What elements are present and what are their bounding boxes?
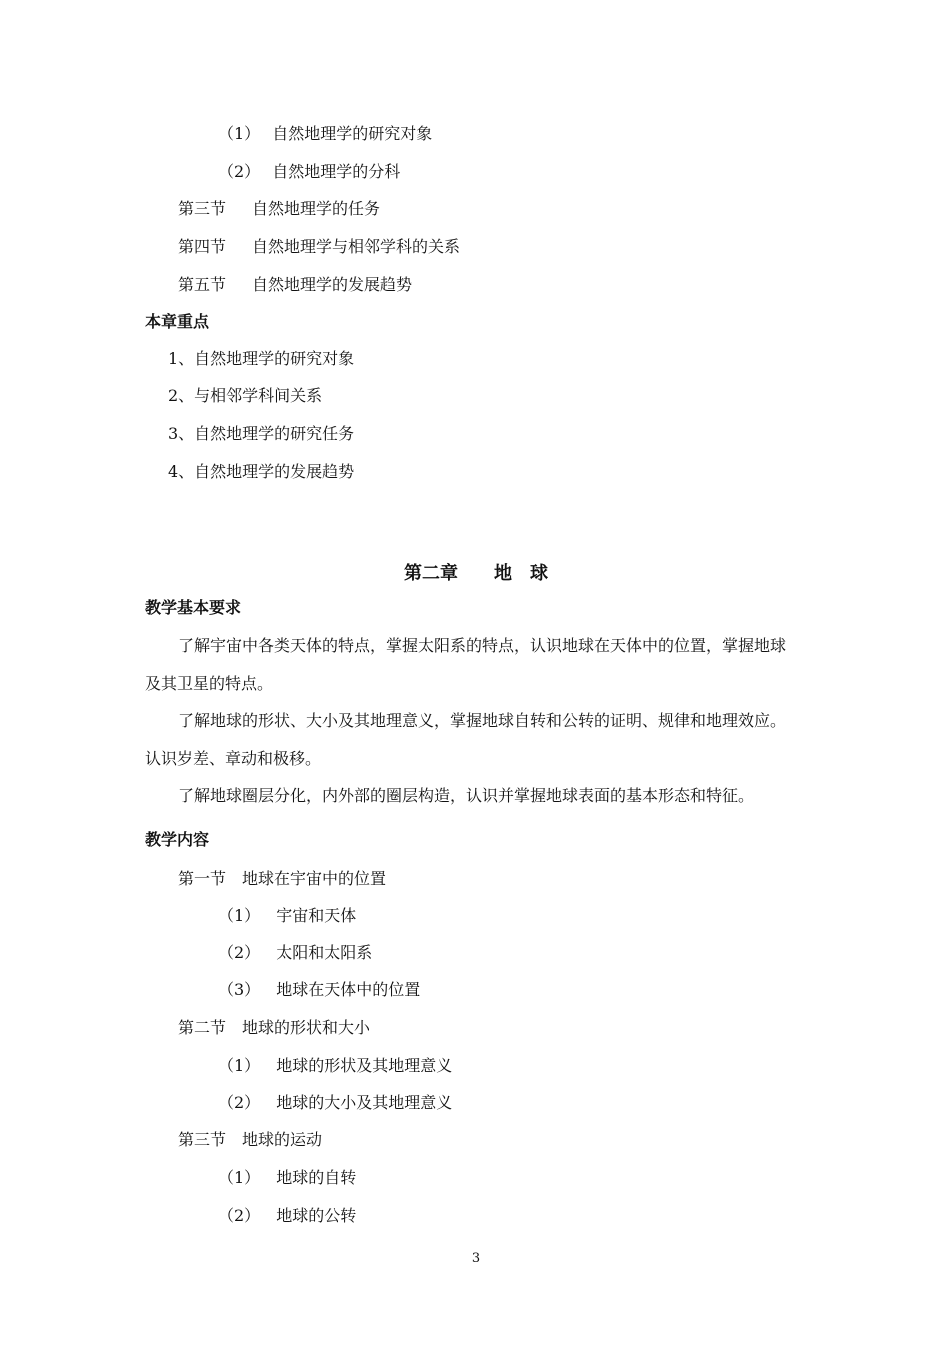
key-point-item: 4、自然地理学的发展趋势 — [168, 462, 355, 481]
section-line — [178, 275, 412, 295]
section-label: 第三节 — [178, 1130, 227, 1149]
section-line — [178, 869, 386, 889]
key-point-item: 1、自然地理学的研究对象 — [168, 349, 355, 368]
item-number: （2） — [218, 943, 261, 962]
key-point-item: 2、与相邻学科间关系 — [168, 386, 323, 405]
item-text: 地球的大小及其地理意义 — [276, 1093, 453, 1112]
item-text: 自然地理学的研究对象 — [272, 124, 433, 143]
section-label: 第五节 — [178, 275, 227, 294]
section-line — [178, 1130, 322, 1150]
paragraph-first-line: 了解地球的形状、大小及其地理意义，掌握地球自转和公转的证明、规律和地理效应。 — [178, 711, 787, 730]
paragraph-continuation: 认识岁差、章动和极移。 — [145, 749, 322, 768]
item-number: （2） — [218, 1206, 261, 1225]
section-label: 第四节 — [178, 237, 227, 256]
section-text: 地球的运动 — [242, 1130, 323, 1149]
content-heading: 教学内容 — [145, 830, 210, 849]
chapter-title: 第二章 地 球 — [404, 563, 548, 584]
section-line — [178, 237, 460, 257]
item-text: 地球的公转 — [276, 1206, 357, 1225]
item-number: （2） — [218, 162, 261, 181]
outline-item — [218, 906, 356, 926]
section-text: 地球在宇宙中的位置 — [242, 869, 387, 888]
outline-item — [218, 980, 420, 1000]
requirements-heading: 教学基本要求 — [145, 598, 242, 617]
item-text: 自然地理学的分科 — [272, 162, 401, 181]
section-label: 第二节 — [178, 1018, 227, 1037]
outline-item — [218, 943, 372, 963]
outline-item — [218, 1206, 356, 1226]
item-text: 地球的形状及其地理意义 — [276, 1056, 453, 1075]
outline-item — [218, 124, 432, 144]
paragraph-first-line: 了解宇宙中各类天体的特点，掌握太阳系的特点，认识地球在天体中的位置，掌握地球 — [178, 636, 787, 655]
item-number: （3） — [218, 980, 261, 999]
item-number: （2） — [218, 1093, 261, 1112]
outline-item — [218, 1056, 452, 1076]
section-label: 第三节 — [178, 199, 227, 218]
outline-item — [218, 1168, 356, 1188]
paragraph-continuation: 及其卫星的特点。 — [145, 674, 274, 693]
outline-item — [218, 1093, 452, 1113]
section-line — [178, 199, 380, 219]
section-text: 自然地理学与相邻学科的关系 — [252, 237, 461, 256]
key-points-heading: 本章重点 — [145, 312, 210, 331]
section-line — [178, 1018, 370, 1038]
item-text: 地球在天体中的位置 — [276, 980, 421, 999]
item-number: （1） — [218, 124, 261, 143]
section-label: 第一节 — [178, 869, 227, 888]
item-text: 太阳和太阳系 — [276, 943, 373, 962]
section-text: 自然地理学的任务 — [252, 199, 381, 218]
key-point-item: 3、自然地理学的研究任务 — [168, 424, 355, 443]
section-text: 地球的形状和大小 — [242, 1018, 371, 1037]
item-number: （1） — [218, 1168, 261, 1187]
paragraph-first-line: 了解地球圈层分化，内外部的圈层构造，认识并掌握地球表面的基本形态和特征。 — [178, 786, 755, 805]
item-text: 宇宙和天体 — [276, 906, 357, 925]
outline-item — [218, 162, 400, 182]
item-number: （1） — [218, 1056, 261, 1075]
item-number: （1） — [218, 906, 261, 925]
page-number: 3 — [471, 1251, 481, 1266]
item-text: 地球的自转 — [276, 1168, 357, 1187]
section-text: 自然地理学的发展趋势 — [252, 275, 413, 294]
